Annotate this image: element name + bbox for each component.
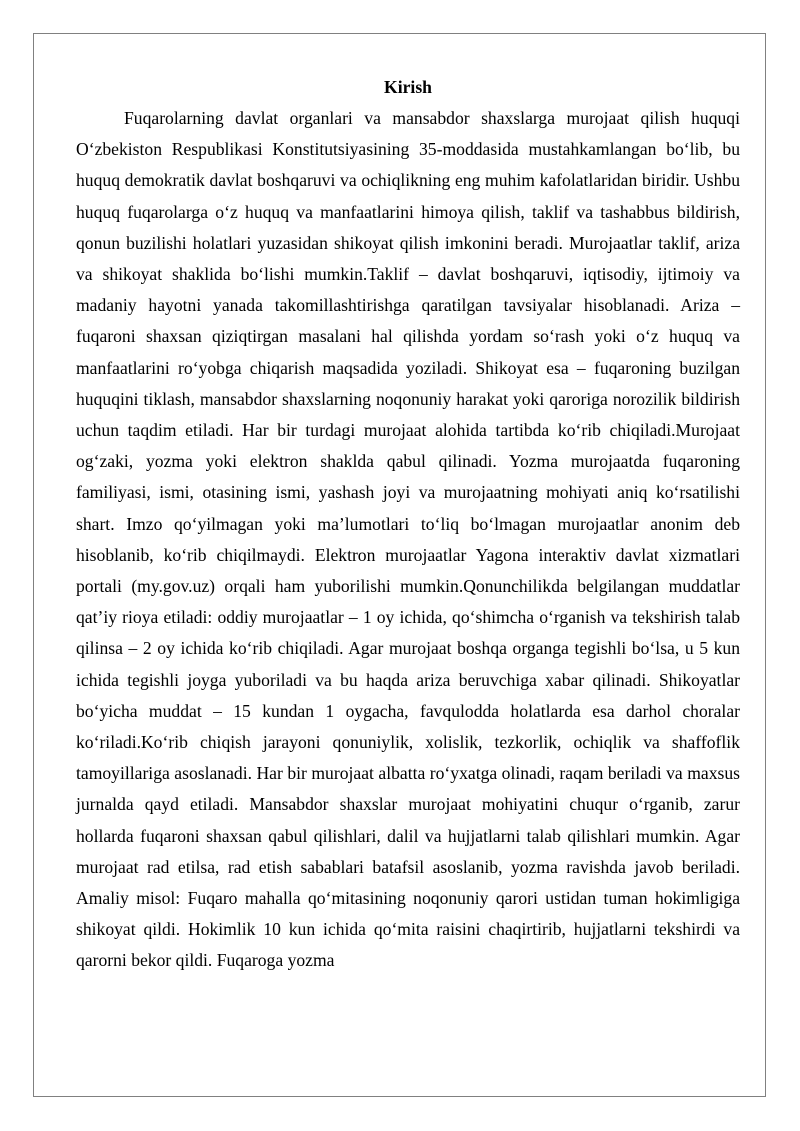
document-title: Kirish — [384, 77, 432, 97]
document-body — [76, 72, 740, 977]
body-paragraph: Fuqarolarning davlat organlari va mansabdor shaxslarga murojaat qilish huquqi O‘zbekiston Respublikasi Konstitutsiyasining 35-moddasida mustahkamlangan bo‘lib, bu huquq demokratik davlat boshqaruvi va ochiqlikning eng muhim kafolatlaridan biridir. Ushbu huquq fuqarolarga o‘z huquq va manfaatlarini himoya qilish, taklif va tashabbus bildirish, qonun buzilishi holatlari yuzasidan shikoyat qilish imkonini beradi. Murojaatlar taklif, ariza va shikoyat shaklida bo‘lishi mumkin.Taklif – davlat boshqaruvi, iqtisodiy, ijtimoiy va madaniy hayotni yanada takomillashtirishga qaratilgan tavsiyalar hisoblanadi. Ariza – fuqaroni shaxsan qiziqtirgan masalani hal qilishda yordam so‘rash yoki o‘z huquq va manfaatlarini ro‘yobga chiqarish maqsadida yoziladi. Shikoyat esa – fuqaroning buzilgan huquqini tiklash, mansabdor shaxslarning noqonuniy harakat yoki qaroriga norozilik bildirish uchun taqdim etiladi. Har bir turdagi murojaat alohida tartibda ko‘rib chiqiladi.Murojaat og‘zaki, yozma yoki elektron shaklda qabul qilinadi. Yozma murojaatda fuqaroning familiyasi, ismi, otasining ismi, yashash joyi va murojaatning mohiyati aniq ko‘rsatilishi shart. Imzo qo‘yilmagan yoki ma’lumotlari to‘liq bo‘lmagan murojaatlar anonim deb hisoblanib, ko‘rib chiqilmaydi. Elektron murojaatlar Yagona interaktiv davlat xizmatlari portali (my.gov.uz) orqali ham yuborilishi mumkin.Qonunchilikda belgilangan muddatlar qat’iy rioya etiladi: oddiy murojaatlar – 1 oy ichida, qo‘shimcha o‘rganish va tekshirish talab qilinsa – 2 oy ichida ko‘rib chiqiladi. Agar murojaat boshqa organga tegishli bo‘lsa, u 5 kun ichida tegishli joyga yuboriladi va bu haqda ariza beruvchiga xabar qilinadi. Shikoyatlar bo‘yicha muddat – 15 kundan 1 oygacha, favqulodda holatlarda esa darhol choralar ko‘riladi.Ko‘rib chiqish jarayoni qonuniylik, xolislik, tezkorlik, ochiqlik va shaffoflik tamoyillariga asoslanadi. Har bir murojaat albatta ro‘yxatga olinadi, raqam beriladi va maxsus jurnalda qayd etiladi. Mansabdor shaxslar murojaat mohiyatini chuqur o‘rganib, zarur hollarda fuqaroni shaxsan qabul qilishlari, dalil va hujjatlarni talab qilishlari mumkin. Agar murojaat rad etilsa, rad etish sabablari batafsil asoslanib, yozma ravishda javob beriladi. Amaliy misol: Fuqaro mahalla qo‘mitasining noqonuniy qarori ustidan tuman hokimligiga shikoyat qildi. Hokimlik 10 kun ichida qo‘mita raisini chaqirtirib, hujjatlarni tekshirdi va qarorni bekor qildi. Fuqaroga yozma — [76, 108, 740, 971]
